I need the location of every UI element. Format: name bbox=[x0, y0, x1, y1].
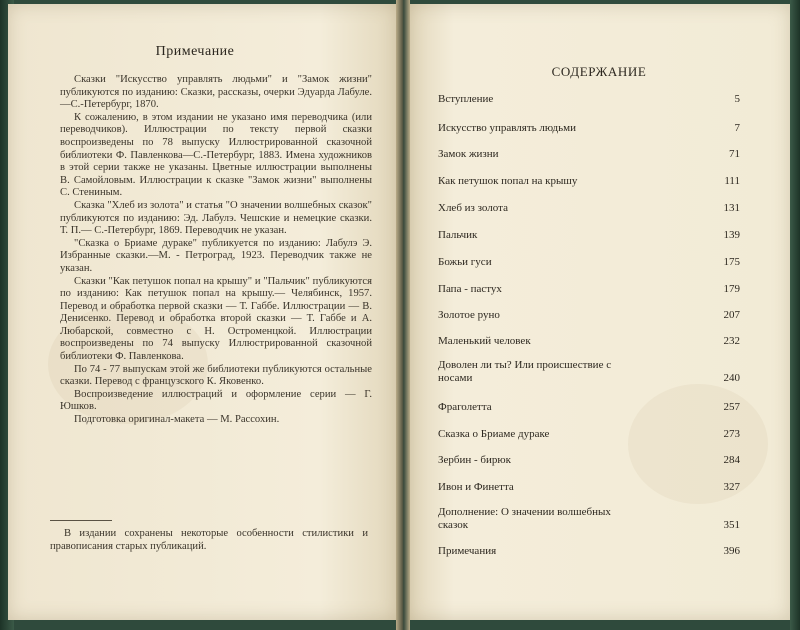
toc-entry bbox=[438, 148, 740, 161]
toc-entry-title: Золотое руно bbox=[438, 309, 500, 321]
toc-entry bbox=[438, 335, 740, 348]
toc-entry bbox=[438, 359, 740, 385]
toc-entry-page: 351 bbox=[723, 519, 740, 531]
toc-entry-page: 327 bbox=[723, 481, 740, 493]
toc-entry bbox=[438, 229, 740, 242]
toc-entry bbox=[438, 545, 740, 558]
toc-entry-title: Хлеб из золота bbox=[438, 202, 508, 214]
toc-entry-title: Фраголетта bbox=[438, 401, 492, 413]
toc-entry-page: 71 bbox=[729, 148, 740, 160]
toc-entry bbox=[438, 309, 740, 322]
toc-entry bbox=[438, 401, 740, 414]
toc-title: СОДЕРЖАНИЕ bbox=[551, 64, 647, 79]
toc-entry-page: 257 bbox=[723, 401, 740, 413]
notes-paragraph: По 74 - 77 выпускам этой же библиотеки публикуются остальные сказки. Перевод с французского К. Яковенко. bbox=[60, 363, 372, 388]
toc-entry-title: Вступление bbox=[438, 93, 494, 105]
notes-paragraph: Сказки "Искусство управлять людьми" и "Замок жизни" публикуются по изданию: Сказки, рассказы, очерки Эдуарда Лабуле.—С.-Петербург, 1870. bbox=[60, 74, 372, 111]
notes-paragraph: Сказки "Как петушок попал на крышу" и "Пальчик" публикуются по изданию: Как петушок попал на крышу.— Челябинск, 1957. Перевод и обработка первой сказки — Т. Габбе. Иллюстрации — В. Денисенко. Перевод и обработка второй сказки — Т. Габбе и А. Любарской, совместно с Н. Остроменцкой. Иллюстрации воспроизведены по 74 выпуску Иллюстрированной сказочной библиотеки Ф. Павленкова. bbox=[60, 275, 372, 363]
toc-entry bbox=[438, 202, 740, 215]
toc-entry-page: 7 bbox=[734, 122, 740, 134]
notes-paragraph: "Сказка о Бриаме дураке" публикуется по изданию: Лабулэ Э. Избранные сказки.—М. - Петроград, 1923. Переводчик также не указан. bbox=[60, 237, 372, 274]
toc-entry bbox=[438, 175, 740, 188]
toc-entry bbox=[438, 454, 740, 467]
toc-entry-page: 179 bbox=[723, 283, 740, 295]
toc-entry-page: 240 bbox=[723, 372, 740, 384]
toc-entry-title: Примечания bbox=[438, 545, 497, 557]
toc-entry bbox=[438, 93, 740, 106]
toc-entry-title: Замок жизни bbox=[438, 148, 499, 160]
toc-entry-title: Папа - пастух bbox=[438, 283, 502, 295]
toc-entry-page: 207 bbox=[723, 309, 740, 321]
footnote bbox=[50, 527, 368, 553]
notes-title: Примечание bbox=[155, 44, 235, 59]
toc-entry bbox=[438, 283, 740, 296]
toc-entry-page: 111 bbox=[724, 175, 740, 187]
footnote-text: В издании сохранены некоторые особенности стилистики и правописания старых публикаций. bbox=[50, 528, 368, 552]
notes-body bbox=[60, 74, 372, 427]
toc-entry bbox=[438, 256, 740, 269]
toc-entry-page: 232 bbox=[723, 335, 740, 347]
toc-entry-title: Доволен ли ты? Или происшествие с носами bbox=[438, 359, 612, 384]
toc-entry-title: Дополнение: О значении волшебных сказок bbox=[438, 506, 611, 531]
toc-entry-title: Искусство управлять людьми bbox=[438, 122, 577, 134]
toc-entry-title: Ивон и Финетта bbox=[438, 481, 514, 493]
toc-entry-page: 396 bbox=[723, 545, 740, 557]
footnote-divider bbox=[50, 520, 112, 521]
toc-entry-page: 284 bbox=[723, 454, 740, 466]
notes-paragraph: К сожалению, в этом издании не указано имя переводчика (или переводчиков). Иллюстрации по тексту первой сказки воспроизведены по 78 выпуску Иллюстрированной сказочной библиотеки Ф. Павленкова—С.-Петербург, 1883. Имена художников в этой серии также не указаны. Цветные иллюстрации выполнены В. Самойловым. Иллюстрации к сказке "Замок жизни" выполнены С. Стениным. bbox=[60, 111, 372, 199]
book-cover-edge-right bbox=[790, 0, 800, 630]
toc-entry bbox=[438, 122, 740, 135]
toc-entry-page: 5 bbox=[734, 93, 740, 105]
toc-entry-title: Зербин - бирюк bbox=[438, 454, 511, 466]
toc-entry-page: 175 bbox=[723, 256, 740, 268]
toc-entry-page: 139 bbox=[723, 229, 740, 241]
toc-entry bbox=[438, 428, 740, 441]
toc-entry bbox=[438, 481, 740, 494]
notes-paragraph: Сказка "Хлеб из золота" и статья "О значении волшебных сказок" публикуются по изданию: Эд. Лабулэ. Чешские и немецкие сказки. Т. П.— С.-Петербург, 1869. Переводчик не указан. bbox=[60, 199, 372, 237]
toc-entry bbox=[438, 506, 740, 532]
toc-entry-page: 131 bbox=[723, 202, 740, 214]
book-gutter bbox=[396, 0, 410, 630]
toc-entry-title: Пальчик bbox=[438, 229, 478, 241]
toc-entry-title: Как петушок попал на крышу bbox=[438, 175, 578, 187]
toc-entry-page: 273 bbox=[723, 428, 740, 440]
toc-entry-title: Божьи гуси bbox=[438, 256, 492, 268]
notes-paragraph: Подготовка оригинал-макета — М. Рассохин. bbox=[74, 414, 280, 426]
toc-entry-title: Сказка о Бриаме дураке bbox=[438, 428, 550, 440]
toc-entry-title: Маленький человек bbox=[438, 335, 531, 347]
notes-paragraph: Воспроизведение иллюстраций и оформление серии — Г. Юшков. bbox=[60, 388, 372, 413]
